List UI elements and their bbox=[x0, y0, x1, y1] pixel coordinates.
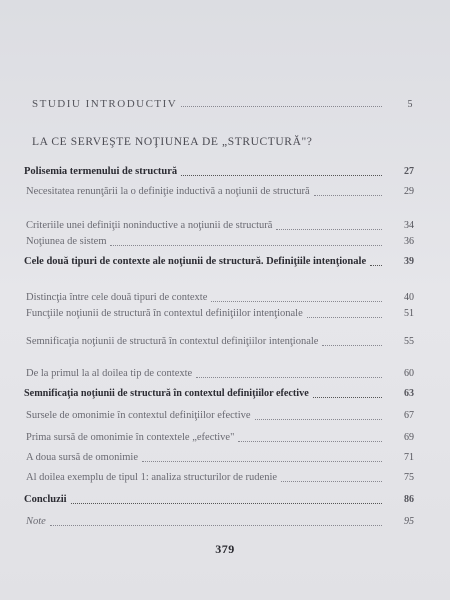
toc-entry-text: Sursele de omonimie în contextul definiţiilor efective bbox=[26, 410, 251, 421]
toc-entry bbox=[26, 336, 414, 348]
toc-entry bbox=[26, 292, 414, 304]
toc-entry-page: 63 bbox=[404, 388, 414, 399]
page-number: 379 bbox=[215, 542, 235, 556]
toc-entry-text: Distincţia între cele două tipuri de contexte bbox=[26, 292, 208, 303]
toc-entry bbox=[26, 410, 414, 422]
toc-entry-text: Semnificaţia noţiunii de structură în contextul definiţiilor efective bbox=[24, 388, 309, 399]
toc-entry-text: Note bbox=[26, 516, 46, 527]
toc-entry-page: 86 bbox=[404, 494, 414, 505]
toc-entry bbox=[24, 166, 414, 178]
toc-entry bbox=[24, 388, 414, 400]
toc-entry-page: 51 bbox=[404, 308, 414, 319]
dot-leader bbox=[314, 194, 382, 196]
toc-entry-text: Semnificaţia noţiunii de structură în contextul definiţiilor intenţionale bbox=[26, 336, 319, 347]
toc-entry bbox=[26, 432, 414, 444]
toc-entry bbox=[24, 256, 414, 268]
toc-entry-text: Prima sursă de omonimie în contextele „efective" bbox=[26, 432, 235, 443]
intro-page: 5 bbox=[407, 99, 414, 110]
dot-leader bbox=[71, 502, 382, 504]
toc-entry-page: 75 bbox=[404, 472, 414, 483]
toc-entry bbox=[26, 236, 414, 248]
toc-entry-text: Concluzii bbox=[24, 494, 67, 505]
dot-leader bbox=[196, 376, 382, 378]
toc-entry-text: Criteriile unei definiţii noninductive a noţiunii de structură bbox=[26, 220, 273, 231]
dot-leader bbox=[313, 396, 382, 398]
toc-entry-text: A doua sursă de omonimie bbox=[26, 452, 138, 463]
toc-entry bbox=[26, 516, 414, 528]
dot-leader bbox=[181, 174, 382, 176]
toc-entry-text: Cele două tipuri de contexte ale noţiunii de structură. Definiţiile intenţionale bbox=[24, 256, 367, 267]
toc-entry-intro bbox=[32, 98, 414, 110]
toc-entry bbox=[26, 220, 414, 232]
toc-entry-text: Funcţiile noţiunii de structură în contextul definiţiilor intenţionale bbox=[26, 308, 303, 319]
toc-entry-text: Noţiunea de sistem bbox=[26, 236, 107, 247]
dot-leader bbox=[307, 316, 382, 318]
toc-entry-page: 67 bbox=[404, 410, 414, 421]
toc-entry-text: Necesitatea renunţării la o definiţie inductivă a noţiunii de structură bbox=[26, 186, 310, 197]
dot-leader bbox=[276, 228, 382, 230]
toc-entry-page: 39 bbox=[404, 256, 414, 267]
dot-leader bbox=[281, 480, 382, 482]
dot-leader bbox=[255, 418, 382, 420]
toc-entry-page: 55 bbox=[404, 336, 414, 347]
toc-entry bbox=[26, 186, 414, 198]
toc-entry-page: 40 bbox=[404, 292, 414, 303]
toc-entry bbox=[26, 368, 414, 380]
dot-leader bbox=[238, 440, 382, 442]
toc-entry-page: 71 bbox=[404, 452, 414, 463]
toc-entry-page: 27 bbox=[404, 166, 414, 177]
toc-entry-page: 36 bbox=[404, 236, 414, 247]
dot-leader bbox=[50, 524, 382, 526]
intro-title: STUDIU INTRODUCTIV bbox=[32, 98, 178, 110]
dot-leader bbox=[211, 300, 382, 302]
toc-entry-page: 69 bbox=[404, 432, 414, 443]
dot-leader bbox=[142, 460, 382, 462]
toc-entry bbox=[26, 308, 414, 320]
toc-entry bbox=[26, 472, 414, 484]
dot-leader bbox=[110, 244, 382, 246]
toc-entry bbox=[24, 494, 414, 506]
toc-entry-page: 60 bbox=[404, 368, 414, 379]
section-title: LA CE SERVEŞTE NOŢIUNEA DE „STRUCTURĂ"? bbox=[32, 136, 313, 148]
dot-leader bbox=[322, 344, 382, 346]
dot-leader bbox=[370, 264, 382, 266]
toc-entry bbox=[26, 452, 414, 464]
toc-entry-page: 95 bbox=[404, 516, 414, 527]
toc-entry-page: 34 bbox=[404, 220, 414, 231]
toc-entry-text: De la primul la al doilea tip de contexte bbox=[26, 368, 193, 379]
toc-entry-page: 29 bbox=[404, 186, 414, 197]
toc-entry-text: Al doilea exemplu de tipul 1: analiza structurilor de rudenie bbox=[26, 472, 278, 483]
toc-entry-text: Polisemia termenului de structură bbox=[24, 166, 178, 177]
dot-leader bbox=[181, 105, 382, 107]
